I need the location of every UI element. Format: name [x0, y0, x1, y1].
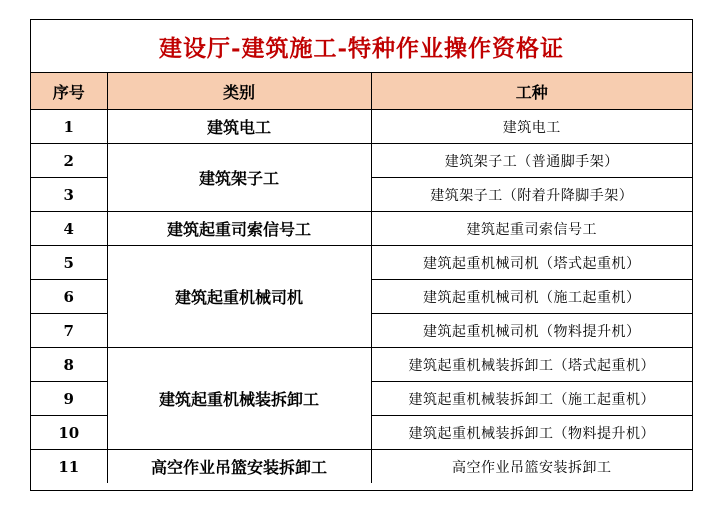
page-title: 建设厅-建筑施工-特种作业操作资格证 — [31, 20, 692, 73]
table-row — [31, 450, 692, 484]
row-category: 高空作业吊篮安装拆卸工 — [107, 450, 371, 484]
row-num: 1 — [31, 110, 107, 144]
row-worktype: 建筑起重机械装拆卸工（物料提升机） — [371, 416, 692, 450]
certificate-table — [31, 73, 692, 483]
row-num: 11 — [31, 450, 107, 484]
row-num: 6 — [31, 280, 107, 314]
row-num: 4 — [31, 212, 107, 246]
row-worktype: 建筑起重司索信号工 — [371, 212, 692, 246]
row-worktype: 建筑起重机械司机（物料提升机） — [371, 314, 692, 348]
row-category: 建筑架子工 — [107, 144, 371, 212]
row-worktype: 建筑架子工（普通脚手架） — [371, 144, 692, 178]
table-row — [31, 212, 692, 246]
row-worktype: 高空作业吊篮安装拆卸工 — [371, 450, 692, 484]
row-num: 7 — [31, 314, 107, 348]
row-category: 建筑起重机械司机 — [107, 246, 371, 348]
header-category: 类别 — [107, 73, 371, 110]
certificate-table-sheet — [30, 19, 693, 491]
row-num: 5 — [31, 246, 107, 280]
row-worktype: 建筑起重机械装拆卸工（施工起重机） — [371, 382, 692, 416]
row-worktype: 建筑架子工（附着升降脚手架） — [371, 178, 692, 212]
row-num: 2 — [31, 144, 107, 178]
row-num: 3 — [31, 178, 107, 212]
row-worktype: 建筑起重机械司机（塔式起重机） — [371, 246, 692, 280]
row-worktype: 建筑电工 — [371, 110, 692, 144]
table-row — [31, 246, 692, 280]
table-row — [31, 144, 692, 178]
header-worktype: 工种 — [371, 73, 692, 110]
row-category: 建筑起重司索信号工 — [107, 212, 371, 246]
row-category: 建筑起重机械装拆卸工 — [107, 348, 371, 450]
row-worktype: 建筑起重机械装拆卸工（塔式起重机） — [371, 348, 692, 382]
row-worktype: 建筑起重机械司机（施工起重机） — [371, 280, 692, 314]
row-category: 建筑电工 — [107, 110, 371, 144]
row-num: 9 — [31, 382, 107, 416]
table-header-row — [31, 73, 692, 110]
table-row — [31, 348, 692, 382]
header-num: 序号 — [31, 73, 107, 110]
table-row — [31, 110, 692, 144]
row-num: 8 — [31, 348, 107, 382]
row-num: 10 — [31, 416, 107, 450]
